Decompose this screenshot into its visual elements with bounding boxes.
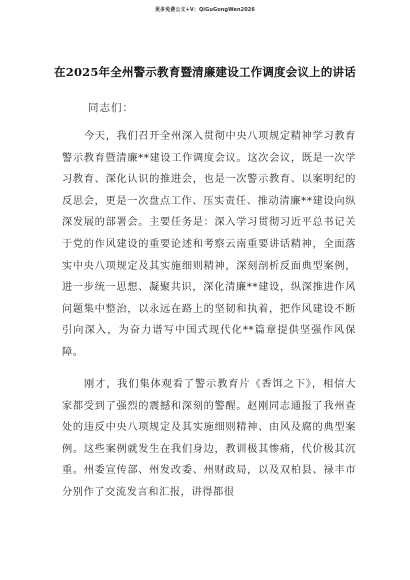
body-paragraph: 刚才，我们集体观看了警示教育片《香饵之下》，相信大家都受到了强烈的震撼和深刻的警醒。赵刚同志通报了我州查处的违反中央八项规定及其实施细则精神、由风及腐的典型案例。这些案例就发生在我们身边，教训极其惨痛，代价极其沉重。州委宣传部、州发改委、州财政局，以及双柏县、禄丰市分别作了交流发言和汇报，讲得都很: [62, 379, 356, 498]
header-note: 更多免费公文+V：QiGuGongWen2026: [155, 7, 255, 13]
body-paragraph: 今天，我们召开全州深入贯彻中央八项规定精神学习教育警示教育暨清廉**建设工作调度会议。这次会议，既是一次学习教育、深化认识的推进会，也是一次警示教育、以案明纪的反思会，更是一次盘点工作、压实责任、推动清廉**建设向纵深发展的部署会。主要任务是：深入学习贯彻习近平总书记关于党的作风建设的重要论述和考察云南重要讲话精神，全面落实中央八项规定及其实施细则精神，深刻剖析反面典型案例，进一步统一思想、凝聚共识，深化清廉**建设，纵深推进作风问题集中整治，以永远在路上的坚韧和执着，把作风建设不断引向深入，为奋力谱写中国式现代化**篇章提供坚强作风保障。: [62, 131, 356, 358]
salutation: 同志们：: [88, 102, 134, 114]
document-title: 在2025年全州警示教育暨清廉建设工作调度会议上的讲话: [54, 65, 356, 79]
